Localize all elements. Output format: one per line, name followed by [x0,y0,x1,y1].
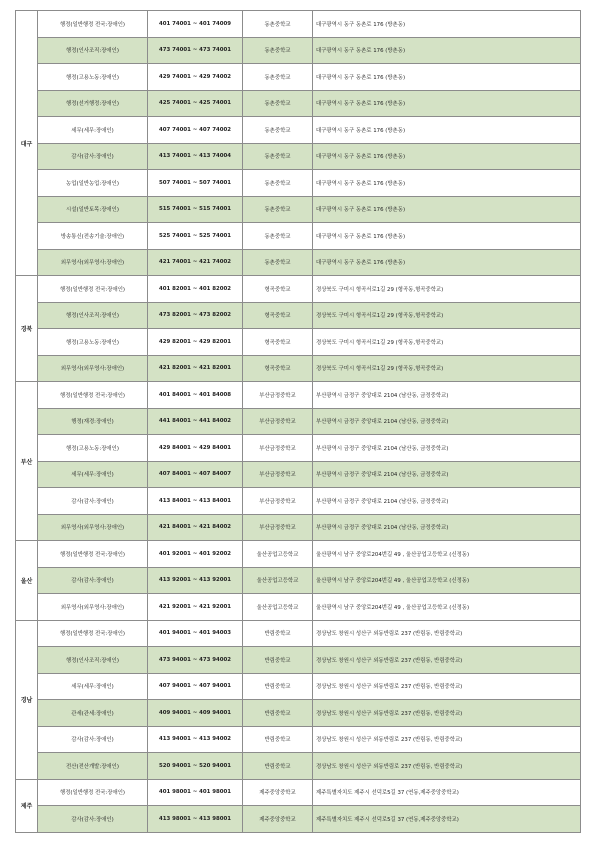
job-cell: 농업(일반농업:장애인) [38,170,148,197]
address-cell: 대구광역시 동구 동촌로 176 (방촌동) [313,90,581,117]
table-row [16,461,581,488]
table-row [16,11,581,38]
job-cell: 감사(감사:장애인) [38,567,148,594]
job-cell: 행정(선거행정:장애인) [38,90,148,117]
table-row [16,620,581,647]
job-cell: 외무영사(외무영사:장애인) [38,514,148,541]
school-cell: 울산공업고등학교 [243,541,313,568]
job-cell: 방송통신(전송기술:장애인) [38,223,148,250]
school-cell: 반림중학교 [243,753,313,780]
address-cell: 울산광역시 남구 중앙로204번길 49 , 울산공업고등학교 (신정동) [313,567,581,594]
job-cell: 감사(감사:장애인) [38,488,148,515]
school-cell: 부산금정중학교 [243,514,313,541]
address-cell: 부산광역시 금정구 중앙대로 2104 (남산동, 금정중학교) [313,382,581,409]
school-cell: 제주중앙중학교 [243,779,313,806]
exam-number-cell: 473 82001 ~ 473 82002 [148,302,243,329]
exam-number-cell: 413 98001 ~ 413 98001 [148,806,243,833]
job-cell: 행정(인사조직:장애인) [38,647,148,674]
table-row [16,170,581,197]
job-cell: 행정(일반행정 전국:장애인) [38,276,148,303]
address-cell: 제주특별자치도 제주시 선덕로5길 37 (연동,제주중앙중학교) [313,806,581,833]
exam-number-cell: 525 74001 ~ 525 74001 [148,223,243,250]
exam-number-cell: 401 92001 ~ 401 92002 [148,541,243,568]
job-cell: 외무영사(외무영사:장애인) [38,594,148,621]
table-row [16,594,581,621]
address-cell: 대구광역시 동구 동촌로 176 (방촌동) [313,196,581,223]
exam-number-cell: 441 84001 ~ 441 84002 [148,408,243,435]
address-cell: 경상남도 창원시 성산구 외동반림로 237 (반림동, 반림중학교) [313,700,581,727]
job-cell: 행정(인사조직:장애인) [38,37,148,64]
address-cell: 경상북도 구미시 형곡서로1길 29 (형곡동,형곡중학교) [313,276,581,303]
exam-number-cell: 401 82001 ~ 401 82002 [148,276,243,303]
school-cell: 동촌중학교 [243,249,313,276]
job-cell: 행정(고용노동:장애인) [38,435,148,462]
exam-number-cell: 507 74001 ~ 507 74001 [148,170,243,197]
school-cell: 동촌중학교 [243,117,313,144]
address-cell: 제주특별자치도 제주시 선덕로5길 37 (연동,제주중앙중학교) [313,779,581,806]
address-cell: 울산광역시 남구 중앙로204번길 49 , 울산공업고등학교 (신정동) [313,541,581,568]
school-cell: 울산공업고등학교 [243,594,313,621]
exam-number-cell: 421 74001 ~ 421 74002 [148,249,243,276]
table-row [16,117,581,144]
school-cell: 부산금정중학교 [243,488,313,515]
address-cell: 대구광역시 동구 동촌로 176 (방촌동) [313,117,581,144]
school-cell: 형곡중학교 [243,329,313,356]
job-cell: 외무영사(외무영사:장애인) [38,249,148,276]
school-cell: 부산금정중학교 [243,408,313,435]
exam-number-cell: 401 84001 ~ 401 84008 [148,382,243,409]
address-cell: 경상남도 창원시 성산구 외동반림로 237 (반림동, 반림중학교) [313,726,581,753]
table-row [16,143,581,170]
school-cell: 동촌중학교 [243,143,313,170]
table-row [16,753,581,780]
exam-number-cell: 421 84001 ~ 421 84002 [148,514,243,541]
exam-number-cell: 520 94001 ~ 520 94001 [148,753,243,780]
table-row [16,329,581,356]
school-cell: 반림중학교 [243,620,313,647]
school-cell: 형곡중학교 [243,276,313,303]
exam-number-cell: 413 94001 ~ 413 94002 [148,726,243,753]
exam-number-cell: 409 94001 ~ 409 94001 [148,700,243,727]
job-cell: 행정(일반행정 전국:장애인) [38,779,148,806]
school-cell: 반림중학교 [243,673,313,700]
table-row [16,249,581,276]
region-cell: 제주 [16,779,38,832]
address-cell: 경상남도 창원시 성산구 외동반림로 237 (반림동, 반림중학교) [313,673,581,700]
school-cell: 형곡중학교 [243,302,313,329]
exam-number-cell: 421 92001 ~ 421 92001 [148,594,243,621]
address-cell: 대구광역시 동구 동촌로 176 (방촌동) [313,249,581,276]
table-row [16,302,581,329]
school-cell: 반림중학교 [243,700,313,727]
job-cell: 행정(일반행정 전국:장애인) [38,541,148,568]
school-cell: 동촌중학교 [243,196,313,223]
address-cell: 경상북도 구미시 형곡서로1길 29 (형곡동,형곡중학교) [313,302,581,329]
job-cell: 행정(고용노동:장애인) [38,64,148,91]
job-cell: 세무(세무:장애인) [38,673,148,700]
exam-number-cell: 413 84001 ~ 413 84001 [148,488,243,515]
address-cell: 대구광역시 동구 동촌로 176 (방촌동) [313,37,581,64]
table-row [16,700,581,727]
table-row [16,488,581,515]
job-cell: 행정(일반행정 전국:장애인) [38,11,148,38]
school-cell: 부산금정중학교 [243,382,313,409]
region-cell: 부산 [16,382,38,541]
school-cell: 형곡중학교 [243,355,313,382]
address-cell: 대구광역시 동구 동촌로 176 (방촌동) [313,223,581,250]
job-cell: 감사(감사:장애인) [38,143,148,170]
school-cell: 반림중학교 [243,726,313,753]
school-cell: 부산금정중학교 [243,461,313,488]
address-cell: 대구광역시 동구 동촌로 176 (방촌동) [313,170,581,197]
exam-number-cell: 473 94001 ~ 473 94002 [148,647,243,674]
exam-number-cell: 425 74001 ~ 425 74001 [148,90,243,117]
job-cell: 관세(관세:장애인) [38,700,148,727]
job-cell: 행정(일반행정 전국:장애인) [38,620,148,647]
table-row [16,806,581,833]
address-cell: 경상남도 창원시 성산구 외동반림로 237 (반림동, 반림중학교) [313,753,581,780]
address-cell: 부산광역시 금정구 중앙대로 2104 (남산동, 금정중학교) [313,461,581,488]
job-cell: 세무(세무:장애인) [38,117,148,144]
exam-number-cell: 401 98001 ~ 401 98001 [148,779,243,806]
job-cell: 행정(인사조직:장애인) [38,302,148,329]
address-cell: 대구광역시 동구 동촌로 176 (방촌동) [313,143,581,170]
exam-number-cell: 429 84001 ~ 429 84001 [148,435,243,462]
table-row [16,196,581,223]
address-cell: 부산광역시 금정구 중앙대로 2104 (남산동, 금정중학교) [313,514,581,541]
exam-number-cell: 407 84001 ~ 407 84007 [148,461,243,488]
exam-number-cell: 401 74001 ~ 401 74009 [148,11,243,38]
exam-venue-table [15,10,581,833]
address-cell: 울산광역시 남구 중앙로204번길 49 , 울산공업고등학교 (신정동) [313,594,581,621]
school-cell: 동촌중학교 [243,223,313,250]
exam-number-cell: 429 82001 ~ 429 82001 [148,329,243,356]
exam-number-cell: 429 74001 ~ 429 74002 [148,64,243,91]
table-row [16,223,581,250]
exam-number-cell: 413 74001 ~ 413 74004 [148,143,243,170]
table-row [16,276,581,303]
region-cell: 대구 [16,11,38,276]
table-row [16,90,581,117]
job-cell: 외무영사(외무영사:장애인) [38,355,148,382]
school-cell: 반림중학교 [243,647,313,674]
table-row [16,37,581,64]
address-cell: 경상북도 구미시 형곡서로1길 29 (형곡동,형곡중학교) [313,329,581,356]
table-row [16,726,581,753]
table-row [16,355,581,382]
job-cell: 행정(고용노동:장애인) [38,329,148,356]
exam-number-cell: 413 92001 ~ 413 92001 [148,567,243,594]
address-cell: 대구광역시 동구 동촌로 176 (방촌동) [313,64,581,91]
table-row [16,567,581,594]
school-cell: 동촌중학교 [243,11,313,38]
job-cell: 감사(감사:장애인) [38,726,148,753]
address-cell: 부산광역시 금정구 중앙대로 2104 (남산동, 금정중학교) [313,488,581,515]
table-row [16,541,581,568]
exam-number-cell: 401 94001 ~ 401 94003 [148,620,243,647]
table-row [16,382,581,409]
table-row [16,673,581,700]
school-cell: 울산공업고등학교 [243,567,313,594]
address-cell: 경상남도 창원시 성산구 외동반림로 237 (반림동, 반림중학교) [313,620,581,647]
school-cell: 제주중앙중학교 [243,806,313,833]
job-cell: 전산(전산개발:장애인) [38,753,148,780]
school-cell: 동촌중학교 [243,170,313,197]
address-cell: 부산광역시 금정구 중앙대로 2104 (남산동, 금정중학교) [313,408,581,435]
exam-venue-table-body [16,11,581,833]
job-cell: 감사(감사:장애인) [38,806,148,833]
exam-number-cell: 515 74001 ~ 515 74001 [148,196,243,223]
exam-number-cell: 473 74001 ~ 473 74001 [148,37,243,64]
table-row [16,408,581,435]
job-cell: 행정(일반행정 전국:장애인) [38,382,148,409]
job-cell: 시설(일반토목:장애인) [38,196,148,223]
address-cell: 경상남도 창원시 성산구 외동반림로 237 (반림동, 반림중학교) [313,647,581,674]
table-row [16,514,581,541]
table-row [16,435,581,462]
job-cell: 행정(재경:장애인) [38,408,148,435]
address-cell: 대구광역시 동구 동촌로 176 (방촌동) [313,11,581,38]
school-cell: 동촌중학교 [243,64,313,91]
address-cell: 부산광역시 금정구 중앙대로 2104 (남산동, 금정중학교) [313,435,581,462]
table-row [16,647,581,674]
exam-number-cell: 407 94001 ~ 407 94001 [148,673,243,700]
job-cell: 세무(세무:장애인) [38,461,148,488]
exam-number-cell: 421 82001 ~ 421 82001 [148,355,243,382]
school-cell: 부산금정중학교 [243,435,313,462]
school-cell: 동촌중학교 [243,37,313,64]
exam-number-cell: 407 74001 ~ 407 74002 [148,117,243,144]
table-row [16,779,581,806]
address-cell: 경상북도 구미시 형곡서로1길 29 (형곡동,형곡중학교) [313,355,581,382]
table-row [16,64,581,91]
region-cell: 울산 [16,541,38,621]
region-cell: 경북 [16,276,38,382]
school-cell: 동촌중학교 [243,90,313,117]
region-cell: 경남 [16,620,38,779]
